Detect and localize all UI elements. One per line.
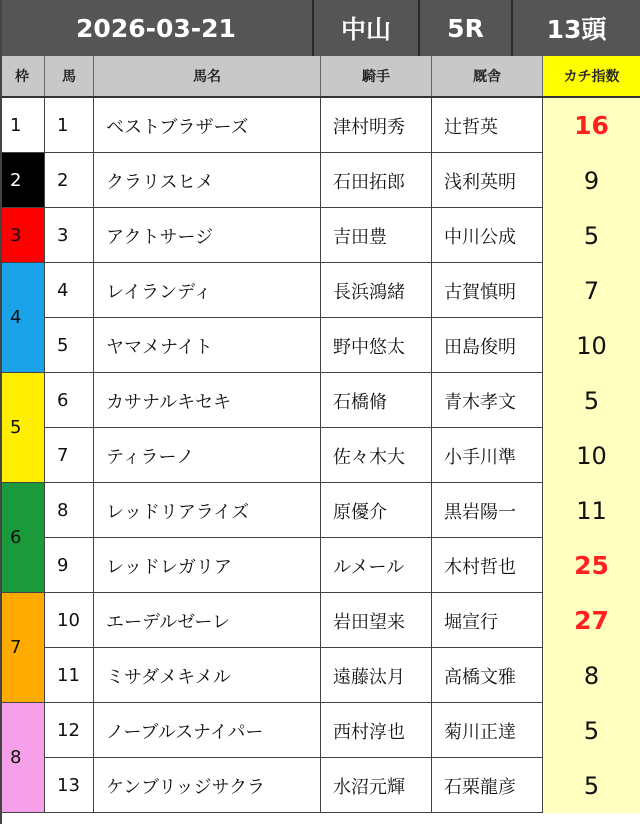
kachi-index: 25 (543, 538, 640, 593)
race-header (0, 0, 640, 56)
horse-name: レッドリアライズ (94, 483, 321, 538)
horse-number: 4 (45, 263, 94, 318)
runner-count: 13頭 (513, 0, 640, 56)
horse-name: カサナルキセキ (94, 373, 321, 428)
horse-name: ヤマメナイト (94, 318, 321, 373)
horse-number: 3 (45, 208, 94, 263)
trainer-name: 小手川準 (432, 428, 543, 483)
kachi-index: 7 (543, 263, 640, 318)
trainer-name: 青木孝文 (432, 373, 543, 428)
jockey-name: 津村明秀 (321, 98, 432, 153)
jockey-name: 長浜鴻緒 (321, 263, 432, 318)
kachi-index: 10 (543, 428, 640, 483)
col-jockey: 騎手 (321, 56, 432, 96)
waku-cell: 4 (0, 263, 45, 373)
table-row[interactable] (0, 428, 640, 483)
horse-number: 12 (45, 703, 94, 758)
kachi-index: 10 (543, 318, 640, 373)
kachi-index: 16 (543, 98, 640, 153)
trainer-name: 辻哲英 (432, 98, 543, 153)
horse-number: 8 (45, 483, 94, 538)
table-row[interactable] (0, 758, 640, 813)
waku-cell: 5 (0, 373, 45, 483)
column-header-row (0, 56, 640, 98)
kachi-index: 27 (543, 593, 640, 648)
trainer-name: 中川公成 (432, 208, 543, 263)
horse-number: 7 (45, 428, 94, 483)
jockey-name: 石田拓郎 (321, 153, 432, 208)
trainer-name: 黒岩陽一 (432, 483, 543, 538)
horse-name: ケンブリッジサクラ (94, 758, 321, 813)
horse-number: 9 (45, 538, 94, 593)
trainer-name: 田島俊明 (432, 318, 543, 373)
jockey-name: 遠藤汰月 (321, 648, 432, 703)
waku-cell: 7 (0, 593, 45, 703)
jockey-name: 野中悠太 (321, 318, 432, 373)
table-row[interactable] (0, 373, 640, 428)
race-date: 2026-03-21 (0, 0, 314, 56)
jockey-name: 佐々木大 (321, 428, 432, 483)
jockey-name: 吉田豊 (321, 208, 432, 263)
col-kachi-index: カチ指数 (543, 56, 640, 96)
jockey-name: 石橋脩 (321, 373, 432, 428)
race-number: 5R (420, 0, 513, 56)
horse-number: 13 (45, 758, 94, 813)
jockey-name: 西村淳也 (321, 703, 432, 758)
trainer-name: 堀宣行 (432, 593, 543, 648)
horse-name: ベストブラザーズ (94, 98, 321, 153)
col-waku: 枠 (0, 56, 45, 96)
horse-number: 5 (45, 318, 94, 373)
horse-name: ミサダメキメル (94, 648, 321, 703)
kachi-index: 8 (543, 648, 640, 703)
table-row[interactable] (0, 98, 640, 153)
col-trainer: 厩舎 (432, 56, 543, 96)
horse-name: ノーブルスナイパー (94, 703, 321, 758)
table-row[interactable] (0, 483, 640, 538)
trainer-name: 高橋文雅 (432, 648, 543, 703)
trainer-name: 木村哲也 (432, 538, 543, 593)
table-row[interactable] (0, 538, 640, 593)
horse-number: 10 (45, 593, 94, 648)
table-row[interactable] (0, 703, 640, 758)
horse-name: レッドレガリア (94, 538, 321, 593)
kachi-index: 5 (543, 208, 640, 263)
waku-cell: 6 (0, 483, 45, 593)
kachi-index: 11 (543, 483, 640, 538)
kachi-index: 5 (543, 703, 640, 758)
trainer-name: 石栗龍彦 (432, 758, 543, 813)
waku-cell: 8 (0, 703, 45, 813)
table-row[interactable] (0, 593, 640, 648)
horse-name: レイランディ (94, 263, 321, 318)
horse-name: エーデルゼーレ (94, 593, 321, 648)
horse-name: クラリスヒメ (94, 153, 321, 208)
horse-number: 11 (45, 648, 94, 703)
jockey-name: 岩田望来 (321, 593, 432, 648)
table-row[interactable] (0, 208, 640, 263)
col-horse-name: 馬名 (94, 56, 321, 96)
horse-name: アクトサージ (94, 208, 321, 263)
horse-number: 1 (45, 98, 94, 153)
horse-number: 2 (45, 153, 94, 208)
table-row[interactable] (0, 648, 640, 703)
jockey-name: 水沼元輝 (321, 758, 432, 813)
table-row[interactable] (0, 263, 640, 318)
trainer-name: 浅利英明 (432, 153, 543, 208)
jockey-name: 原優介 (321, 483, 432, 538)
col-uma: 馬 (45, 56, 94, 96)
kachi-index: 5 (543, 758, 640, 813)
race-venue: 中山 (314, 0, 420, 56)
trainer-name: 菊川正達 (432, 703, 543, 758)
waku-cell: 2 (0, 153, 45, 208)
kachi-index: 9 (543, 153, 640, 208)
horse-number: 6 (45, 373, 94, 428)
waku-cell: 1 (0, 98, 45, 153)
table-row[interactable] (0, 318, 640, 373)
trainer-name: 古賀慎明 (432, 263, 543, 318)
jockey-name: ルメール (321, 538, 432, 593)
horse-name: ティラーノ (94, 428, 321, 483)
waku-cell: 3 (0, 208, 45, 263)
kachi-index: 5 (543, 373, 640, 428)
table-row[interactable] (0, 153, 640, 208)
